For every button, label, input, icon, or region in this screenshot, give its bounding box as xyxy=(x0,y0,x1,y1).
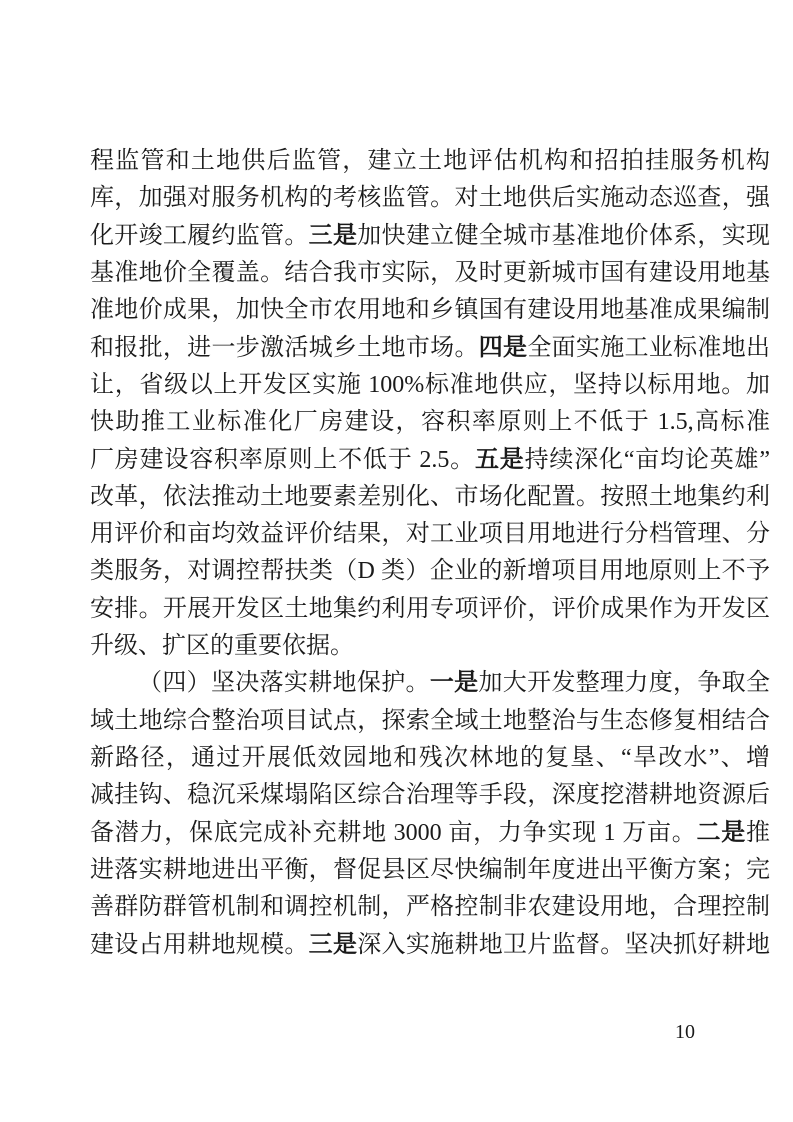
text-run: 用评价和亩均效益评价结果，对工业项目用地进行分档管理、分 xyxy=(90,521,770,548)
bold-text-run: 一是 xyxy=(429,670,479,697)
text-run: 减挂钩、稳沉采煤塌陷区综合治理等手段，深度挖潜耕地资源后 xyxy=(90,782,770,809)
document-line xyxy=(90,143,770,180)
text-run: 建设占用耕地规模。 xyxy=(90,931,309,958)
paragraph xyxy=(90,665,770,964)
text-run: 让，省级以上开发区实施 100%标准地供应，坚持以标用地。加 xyxy=(90,371,770,398)
text-run: 新路径，通过开展低效园地和残次林地的复垦、“旱改水”、增 xyxy=(90,745,770,771)
document-line xyxy=(90,404,770,441)
document-line xyxy=(90,703,770,740)
text-run: 类服务，对调控帮扶类（D 类）企业的新增项目用地原则上不予 xyxy=(90,558,770,585)
document-line xyxy=(90,180,770,217)
document-line xyxy=(90,553,770,590)
document-line xyxy=(90,218,770,255)
document-line xyxy=(90,330,770,367)
document-line xyxy=(90,442,770,479)
document-line xyxy=(90,927,770,964)
document-line xyxy=(90,591,770,628)
text-run: 快助推工业标准化厂房建设，容积率原则上不低于 1.5,高标准 xyxy=(90,409,770,436)
document-line xyxy=(90,815,770,852)
text-run: 域土地综合整治项目试点，探索全域土地整治与生态修复相结合 xyxy=(90,707,770,734)
text-run: （四）坚决落实耕地保护。 xyxy=(138,670,430,697)
bold-text-run: 三是 xyxy=(308,222,358,249)
document-line xyxy=(90,516,770,553)
document-body xyxy=(90,143,770,964)
document-line xyxy=(90,889,770,926)
text-run: 备潜力，保底完成补充耕地 3000 亩，力争实现 1 万亩。 xyxy=(90,819,697,846)
bold-text-run: 四是 xyxy=(478,334,528,361)
text-run: 全面实施工业标准地出 xyxy=(527,334,771,361)
text-run: 加快建立健全城市基准地价体系，实现 xyxy=(357,222,771,249)
bold-text-run: 二是 xyxy=(696,819,747,846)
text-run: 加大开发整理力度，争取全 xyxy=(478,670,771,697)
document-line xyxy=(90,479,770,516)
page-number: 10 xyxy=(675,1021,695,1043)
bold-text-run: 三是 xyxy=(308,931,358,958)
text-run: 安排。开展开发区土地集约利用专项评价，评价成果作为开发区 xyxy=(90,595,770,622)
document-line xyxy=(90,367,770,404)
text-run: 准地价成果，加快全市农用地和乡镇国有建设用地基准成果编制 xyxy=(90,297,770,324)
text-run: 和报批，进一步激活城乡土地市场。 xyxy=(90,334,479,361)
text-run: 进落实耕地进出平衡，督促县区尽快编制年度进出平衡方案；完 xyxy=(90,856,770,883)
document-line xyxy=(90,292,770,329)
document-line xyxy=(90,665,770,702)
text-run: 改革，依法推动土地要素差别化、市场化配置。按照土地集约利 xyxy=(90,483,770,510)
document-line xyxy=(90,628,770,665)
text-run: 基准地价全覆盖。结合我市实际，及时更新城市国有建设用地基 xyxy=(90,259,770,286)
text-run: 化开竣工履约监管。 xyxy=(90,222,309,249)
document-line xyxy=(90,852,770,889)
paragraph xyxy=(90,143,770,665)
document-line xyxy=(90,777,770,814)
text-run: 深入实施耕地卫片监督。坚决抓好耕地 xyxy=(357,931,771,958)
text-run: 持续深化“亩均论英雄” xyxy=(524,446,771,473)
text-run: 程监管和土地供后监管，建立土地评估机构和招拍挂服务机构 xyxy=(90,148,770,174)
document-line xyxy=(90,255,770,292)
text-run: 厂房建设容积率原则上不低于 2.5。 xyxy=(90,446,475,473)
text-run: 推 xyxy=(746,819,771,846)
document-line xyxy=(90,740,770,777)
text-run: 升级、扩区的重要依据。 xyxy=(90,633,354,660)
text-run: 善群防群管机制和调控机制，严格控制非农建设用地，合理控制 xyxy=(90,894,770,921)
bold-text-run: 五是 xyxy=(474,446,525,473)
text-run: 库，加强对服务机构的考核监管。对土地供后实施动态巡查，强 xyxy=(90,185,770,212)
